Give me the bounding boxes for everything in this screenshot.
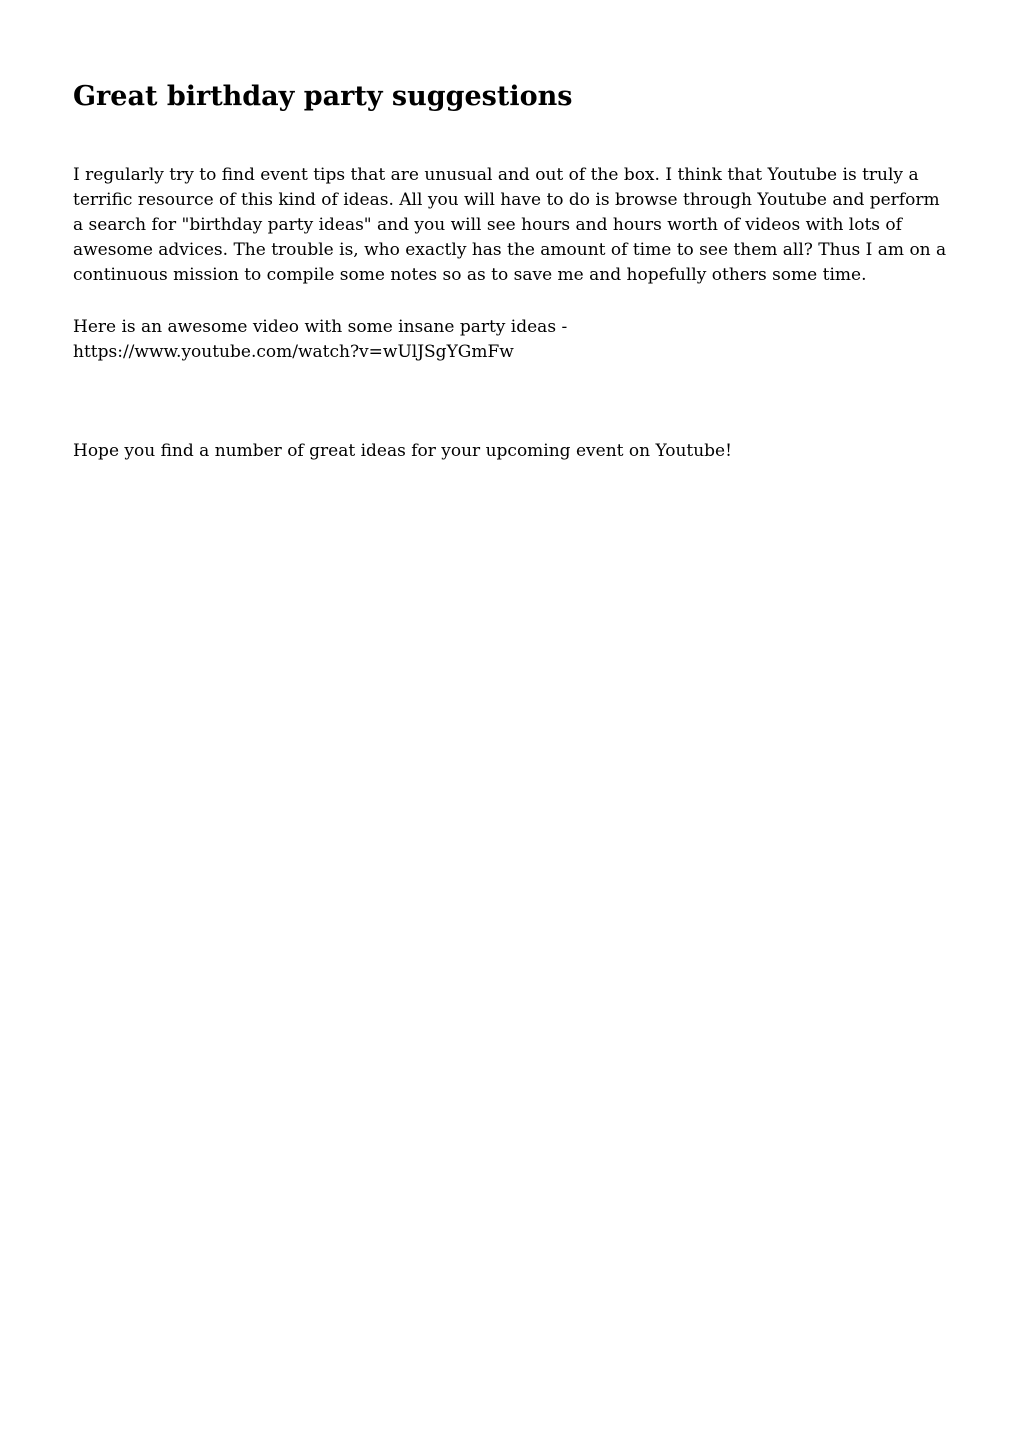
paragraph-line: a search for "birthday party ideas" and you will see hours and hours worth of videos with lots of <box>73 215 902 235</box>
paragraph-line: awesome advices. The trouble is, who exactly has the amount of time to see them all? Thus I am on a <box>73 240 947 260</box>
paragraph-line: terrific resource of this kind of ideas. All you will have to do is browse through Youtube and perform <box>73 190 940 210</box>
paragraph-line: Hope you find a number of great ideas for your upcoming event on Youtube! <box>73 441 732 461</box>
video-paragraph <box>73 315 567 365</box>
paragraph-line: continuous mission to compile some notes so as to save me and hopefully others some time. <box>73 265 867 285</box>
video-url-text: https://www.youtube.com/watch?v=wUlJSgYGmFw <box>73 342 514 362</box>
page-title: Great birthday party suggestions <box>73 81 573 112</box>
intro-paragraph <box>73 163 946 288</box>
paragraph-line: Here is an awesome video with some insane party ideas - <box>73 317 568 337</box>
paragraph-line: I regularly try to find event tips that are unusual and out of the box. I think that Youtube is truly a <box>73 165 919 185</box>
closing-paragraph <box>73 439 732 464</box>
